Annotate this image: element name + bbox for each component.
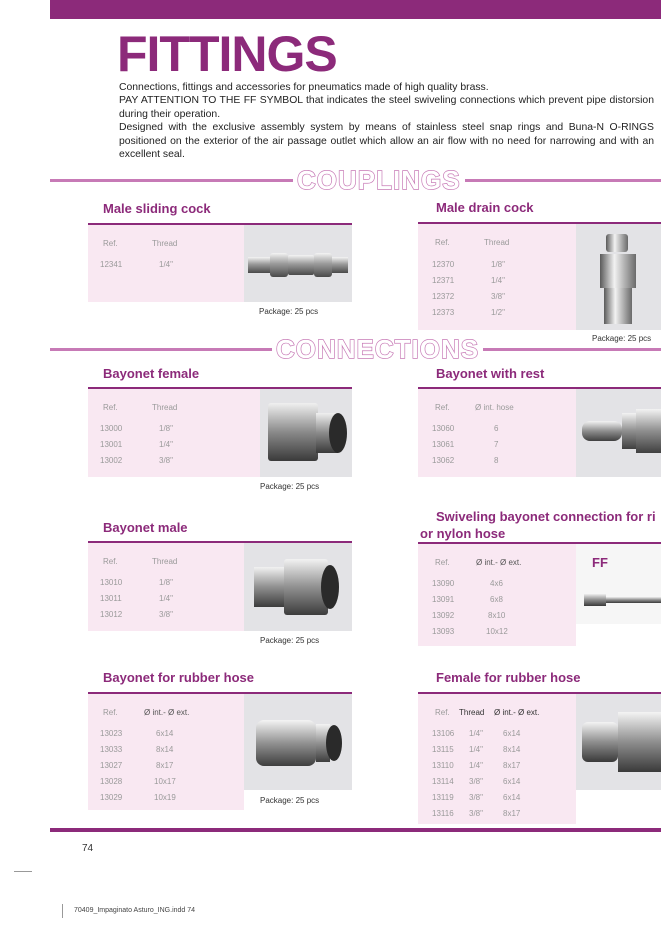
- product-table: [418, 694, 576, 824]
- table-cell: 12341: [100, 260, 123, 269]
- table-cell: 1/8": [159, 424, 173, 433]
- table-cell: 3/8": [469, 809, 483, 818]
- column-header: Thread: [152, 403, 178, 412]
- table-cell: 12372: [432, 292, 455, 301]
- intro-paragraph: Connections, fittings and accessories for pneumatics made of high quality brass.: [119, 82, 489, 93]
- table-cell: 13092: [432, 611, 455, 620]
- table-cell: 10x19: [154, 793, 176, 802]
- table-cell: 1/4": [159, 440, 173, 449]
- table-cell: 13106: [432, 729, 455, 738]
- table-cell: 13062: [432, 456, 455, 465]
- table-cell: 8x17: [156, 761, 174, 770]
- crop-mark: [14, 871, 32, 872]
- bayonet-male-photo: [244, 543, 352, 631]
- package-info: Package: 25 pcs: [260, 482, 320, 491]
- product-title: Male sliding cock: [103, 201, 211, 216]
- table-cell: 6: [494, 424, 499, 433]
- table-cell: 8: [494, 456, 499, 465]
- product-title: Bayonet male: [103, 520, 188, 535]
- male-sliding-cock-photo: [244, 225, 352, 302]
- table-cell: 13090: [432, 579, 455, 588]
- intro-paragraph: Designed with the exclusive assembly system by means of stainless steel snap rings and Buna-N O-RINGS positioned on the exterior of the air passage outlet which allow an air flow with no need for narrowing and with an excellent seal.: [119, 122, 654, 161]
- product-table: [88, 225, 244, 302]
- column-header: Ø int.- Ø ext.: [476, 558, 522, 567]
- table-cell: 1/4": [491, 276, 505, 285]
- column-header: Ref.: [103, 557, 118, 566]
- table-cell: 1/2": [491, 308, 505, 317]
- table-cell: 13028: [100, 777, 123, 786]
- package-info: Package: 25 pcs: [260, 636, 320, 645]
- table-cell: 13027: [100, 761, 123, 770]
- bayonet-with-rest-photo: [576, 389, 661, 477]
- column-header: Thread: [152, 239, 178, 248]
- product-title-line: or nylon hose: [420, 526, 506, 541]
- column-header: Ref.: [435, 708, 450, 717]
- column-header: Ref.: [103, 708, 118, 717]
- table-cell: 13119: [432, 793, 454, 802]
- table-cell: 13023: [100, 729, 123, 738]
- product-title: Female for rubber hose: [436, 670, 581, 685]
- table-cell: 1/4": [159, 260, 173, 269]
- table-cell: 8x14: [156, 745, 174, 754]
- table-cell: 7: [494, 440, 499, 449]
- table-cell: 1/4": [159, 594, 173, 603]
- product-title-line: Swiveling bayonet connection for ri: [436, 509, 656, 524]
- table-cell: 1/4": [469, 761, 483, 770]
- bottom-rule: [50, 828, 661, 832]
- table-cell: 3/8": [469, 793, 483, 802]
- product-table: [418, 389, 576, 477]
- table-cell: 13115: [432, 745, 454, 754]
- table-cell: 13012: [100, 610, 123, 619]
- product-table: [88, 543, 244, 631]
- table-cell: 8x14: [503, 745, 521, 754]
- section-title-connections: CONNECTIONS: [272, 334, 483, 364]
- slug-line: 70409_Impaginato Asturo_ING.indd 74: [74, 907, 196, 914]
- table-cell: 1/8": [491, 260, 505, 269]
- column-header: Ref.: [103, 239, 118, 248]
- crop-mark: [62, 904, 63, 918]
- table-cell: 12371: [432, 276, 455, 285]
- product-table: [88, 389, 260, 477]
- column-header: Ø int. hose: [475, 403, 514, 412]
- product-title: Bayonet with rest: [436, 366, 545, 381]
- table-cell: 13091: [432, 595, 455, 604]
- table-cell: 1/4": [469, 729, 483, 738]
- table-cell: 1/4": [469, 745, 483, 754]
- bayonet-rubber-hose-photo: [244, 694, 352, 790]
- column-header: Thread: [484, 238, 510, 247]
- top-banner-bar: [50, 0, 661, 19]
- female-rubber-hose-photo: [576, 694, 661, 790]
- table-cell: 3/8": [159, 456, 173, 465]
- table-cell: 13033: [100, 745, 123, 754]
- column-header: Ø int.- Ø ext.: [144, 708, 190, 717]
- swiveling-bayonet-photo: [576, 544, 661, 624]
- table-cell: 3/8": [469, 777, 483, 786]
- table-cell: 13060: [432, 424, 455, 433]
- intro-text: [119, 81, 654, 161]
- package-info: Package: 25 pcs: [260, 796, 320, 805]
- table-cell: 13011: [100, 594, 122, 603]
- table-cell: 6x14: [503, 793, 521, 802]
- column-header: Ref.: [435, 558, 450, 567]
- package-info: Package: 25 pcs: [592, 334, 652, 343]
- product-table: [418, 224, 576, 330]
- product-table: [88, 694, 244, 810]
- table-cell: 13093: [432, 627, 455, 636]
- table-cell: 13029: [100, 793, 123, 802]
- column-header: Ref.: [435, 238, 450, 247]
- table-cell: 10x12: [486, 627, 508, 636]
- intro-paragraph: PAY ATTENTION TO THE FF SYMBOL that indicates the steel swiveling connections which prevent pipe distorsion during their operation.: [119, 95, 654, 120]
- table-cell: 12370: [432, 260, 455, 269]
- table-cell: 13010: [100, 578, 123, 587]
- table-cell: 1/8": [159, 578, 173, 587]
- column-header: Thread: [152, 557, 178, 566]
- table-cell: 3/8": [159, 610, 173, 619]
- table-cell: 13002: [100, 456, 123, 465]
- table-cell: 13001: [100, 440, 123, 449]
- column-header: Ø int.- Ø ext.: [494, 708, 540, 717]
- table-cell: 6x14: [156, 729, 174, 738]
- table-cell: 6x14: [503, 729, 521, 738]
- product-title: Bayonet for rubber hose: [103, 670, 254, 685]
- table-cell: 13116: [432, 809, 454, 818]
- bayonet-female-photo: [260, 389, 352, 477]
- table-cell: 4x6: [490, 579, 503, 588]
- table-cell: 13000: [100, 424, 123, 433]
- column-header: Ref.: [435, 403, 450, 412]
- table-cell: 6x14: [503, 777, 521, 786]
- column-header: Thread: [459, 708, 485, 717]
- page-number: 74: [82, 843, 94, 854]
- table-cell: 13110: [432, 761, 454, 770]
- column-header: Ref.: [103, 403, 118, 412]
- table-cell: 13114: [432, 777, 454, 786]
- table-cell: 10x17: [154, 777, 176, 786]
- table-cell: 13061: [432, 440, 455, 449]
- table-cell: 8x17: [503, 761, 521, 770]
- table-cell: 6x8: [490, 595, 503, 604]
- table-cell: 8x10: [488, 611, 506, 620]
- table-cell: 3/8": [491, 292, 505, 301]
- package-info: Package: 25 pcs: [259, 307, 319, 316]
- page-title: FITTINGS: [117, 26, 337, 82]
- male-drain-cock-photo: [576, 224, 661, 330]
- product-title: Male drain cock: [436, 200, 534, 215]
- product-title: Bayonet female: [103, 366, 200, 381]
- table-cell: 8x17: [503, 809, 521, 818]
- table-cell: 12373: [432, 308, 455, 317]
- product-table: [418, 544, 576, 646]
- ff-symbol: FF: [592, 555, 608, 570]
- section-title-couplings: COUPLINGS: [293, 165, 465, 195]
